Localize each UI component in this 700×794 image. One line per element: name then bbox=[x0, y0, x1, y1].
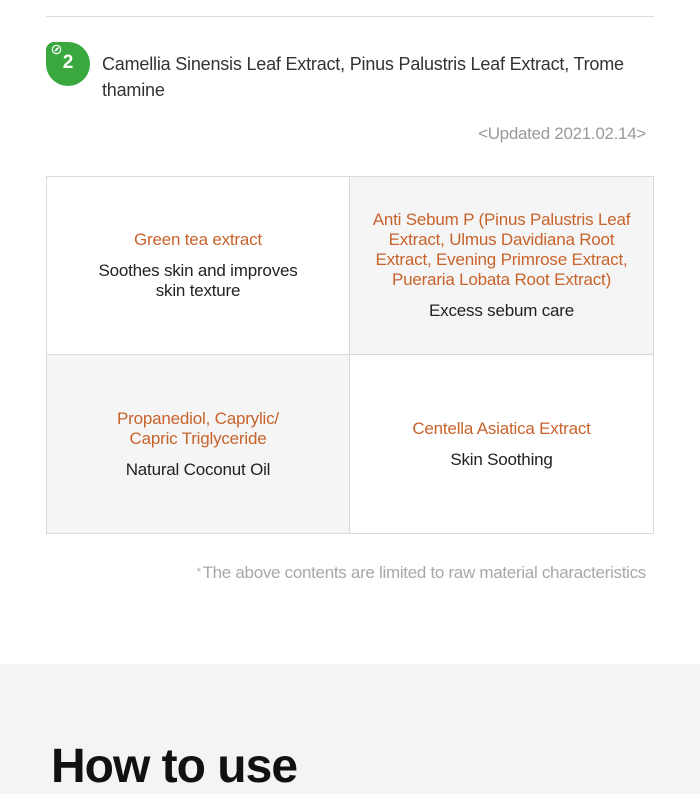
ingredient-list: Camellia Sinensis Leaf Extract, Pinus Palustris Leaf Extract, Trome thamine bbox=[102, 54, 624, 100]
ingredient-cell bbox=[47, 355, 350, 533]
ingredient-name: Propanediol, Caprylic/ Capric Triglyceride bbox=[117, 408, 279, 448]
ingredient-benefit: Skin Soothing bbox=[450, 449, 553, 469]
ingredient-name: Anti Sebum P (Pinus Palustris Leaf Extract, Ulmus Davidiana Root Extract, Evening Primrose Extract, Pueraria Lobata Root Extract) bbox=[372, 210, 631, 289]
step-badge bbox=[46, 42, 90, 86]
ingredient-cell bbox=[350, 355, 653, 533]
ingredient-benefit: Soothes skin and improves skin texture bbox=[98, 261, 298, 300]
ingredient-cell bbox=[47, 177, 350, 355]
top-divider bbox=[46, 16, 654, 17]
ingredient-name: Green tea extract bbox=[134, 230, 262, 249]
disclaimer-text: The above contents are limited to raw material characteristics bbox=[202, 563, 646, 582]
ingredient-benefit: Natural Coconut Oil bbox=[125, 459, 271, 479]
updated-date: <Updated 2021.02.14> bbox=[478, 124, 646, 143]
ingredient-table bbox=[46, 176, 654, 534]
ingredient-name: Centella Asiatica Extract bbox=[412, 418, 591, 438]
how-to-use-heading: How to use bbox=[51, 740, 298, 793]
step-number: 2 bbox=[62, 52, 74, 73]
ingredient-benefit: Excess sebum care bbox=[429, 301, 574, 320]
ingredient-cell bbox=[350, 177, 653, 355]
asterisk-mark: * bbox=[196, 566, 201, 578]
disclaimer-note bbox=[197, 563, 646, 583]
